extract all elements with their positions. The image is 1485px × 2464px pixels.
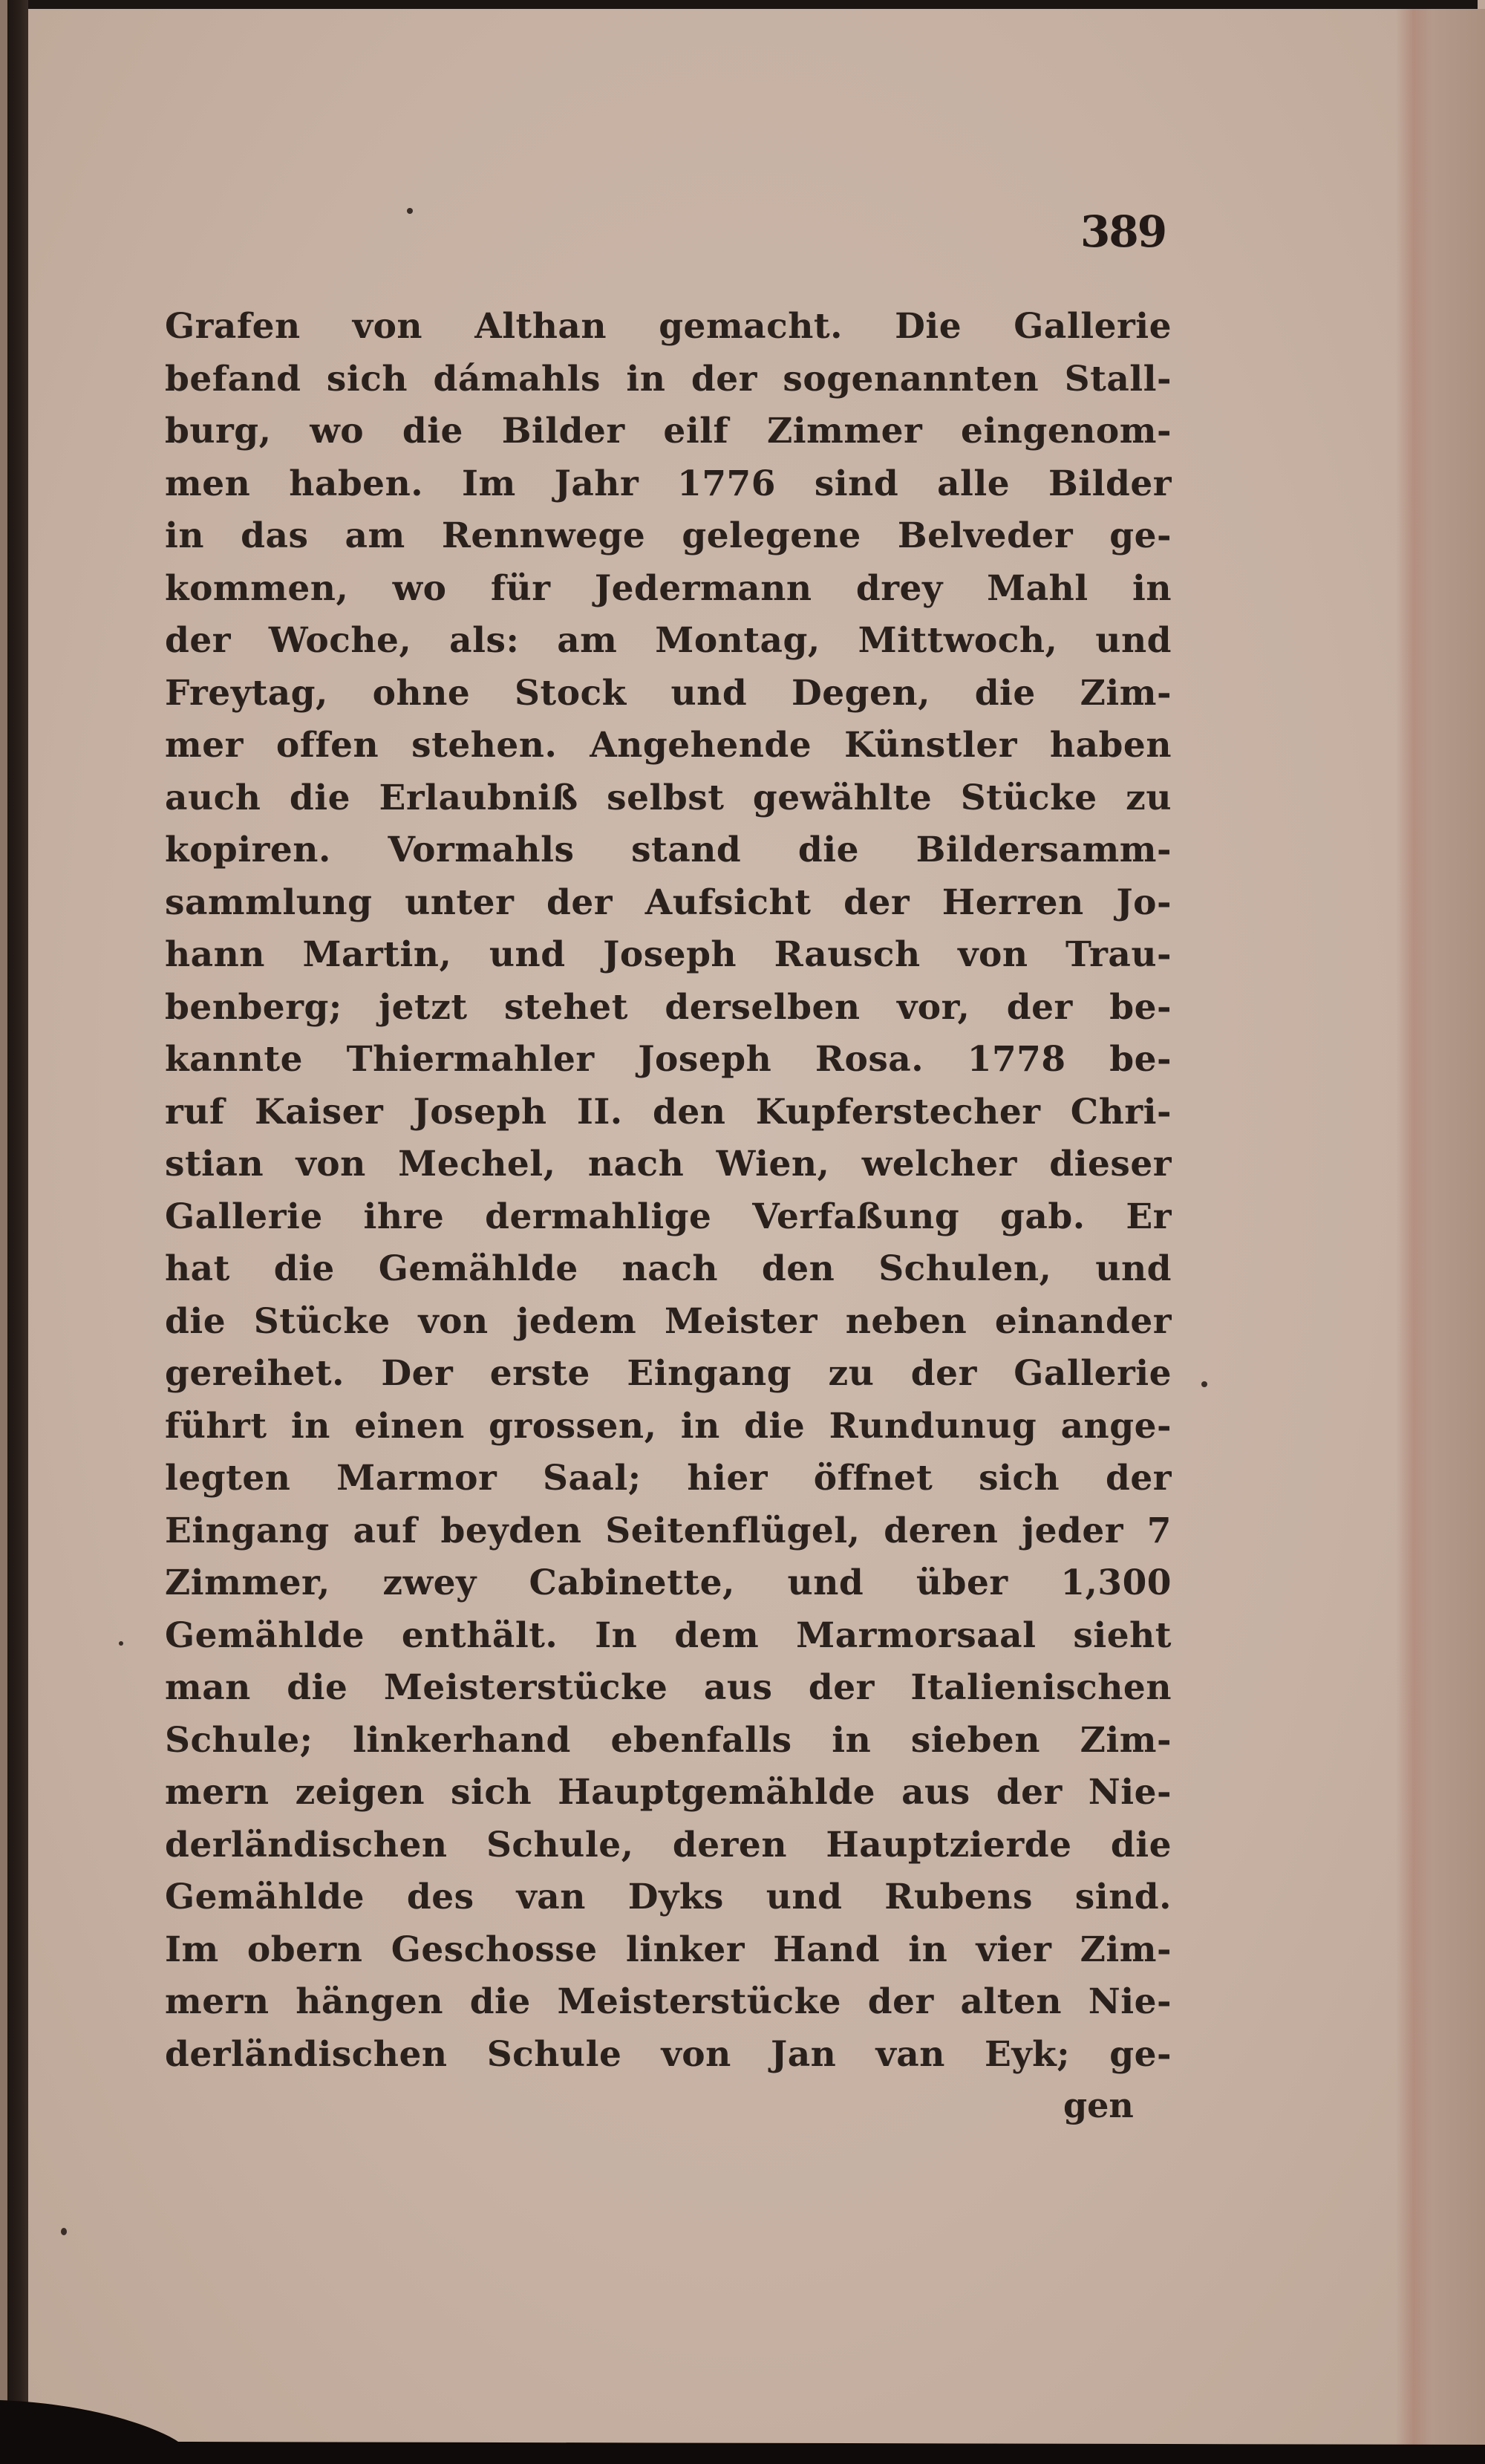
- body-text: [165, 301, 1172, 2081]
- page-number: 389: [1080, 206, 1166, 257]
- text-line: der Woche, als: am Montag, Mittwoch, und: [165, 620, 1172, 661]
- text-line: burg, wo die Bilder eilf Zimmer eingenom-: [165, 411, 1172, 452]
- text-line: stian von Mechel, nach Wien, welcher dieser: [165, 1144, 1172, 1184]
- left-page-edge: [0, 0, 7, 2464]
- text-line: kannte Thiermahler Joseph Rosa. 1778 be-: [165, 1039, 1172, 1080]
- ink-speck: [1201, 1381, 1207, 1387]
- text-line: hat die Gemählde nach den Schulen, und: [165, 1248, 1172, 1289]
- text-line: die Stücke von jedem Meister neben einander: [165, 1300, 1172, 1342]
- text-line: benberg; jetzt stehet derselben vor, der be-: [165, 986, 1172, 1028]
- text-line: Gemählde enthält. In dem Marmorsaal sieht: [165, 1614, 1172, 1656]
- text-line: derländischen Schule von Jan van Eyk; ge-: [165, 2033, 1172, 2075]
- text-line: gereihet. Der erste Eingang zu der Gallerie: [165, 1353, 1172, 1394]
- ink-speck: [61, 2228, 67, 2235]
- book-spine-shadow: [7, 0, 28, 2421]
- text-line: Im obern Geschosse linker Hand in vier Zim-: [165, 1929, 1172, 1970]
- text-line: derländischen Schule, deren Hauptzierde die: [165, 1824, 1172, 1865]
- ink-speck: [119, 1641, 123, 1646]
- text-line: Freytag, ohne Stock und Degen, die Zim-: [165, 672, 1172, 714]
- text-line: hann Martin, und Joseph Rausch von Trau-: [165, 934, 1172, 975]
- text-line: kommen, wo für Jedermann drey Mahl in: [165, 567, 1172, 609]
- right-page-edge: [1396, 9, 1485, 2445]
- ink-speck: [407, 208, 413, 214]
- text-line: auch die Erlaubniß selbst gewählte Stücke zu: [165, 777, 1172, 818]
- text-line: mern hängen die Meisterstücke der alten Nie-: [165, 1981, 1172, 2022]
- text-line: mer offen stehen. Angehende Künstler haben: [165, 725, 1172, 766]
- catchword: gen: [1063, 2085, 1134, 2125]
- text-line: Eingang auf beyden Seitenflügel, deren jeder 7: [165, 1510, 1172, 1551]
- text-line: mern zeigen sich Hauptgemählde aus der Nie-: [165, 1772, 1172, 1813]
- text-line: sammlung unter der Aufsicht der Herren Jo-: [165, 881, 1172, 923]
- text-line: in das am Rennwege gelegene Belveder ge-: [165, 515, 1172, 556]
- text-line: Gallerie ihre dermahlige Verfaßung gab. Er: [165, 1196, 1172, 1237]
- bottom-page-edge: [0, 2391, 1485, 2464]
- text-line: man die Meisterstücke aus der Italienischen: [165, 1667, 1172, 1708]
- text-line: men haben. Im Jahr 1776 sind alle Bilder: [165, 463, 1172, 504]
- text-line: Zimmer, zwey Cabinette, und über 1,300: [165, 1562, 1172, 1603]
- text-line: legten Marmor Saal; hier öffnet sich der: [165, 1458, 1172, 1499]
- text-line: führt in einen grossen, in die Rundunug ange-: [165, 1405, 1172, 1447]
- top-page-edge: [0, 0, 1478, 9]
- text-line: befand sich dámahls in der sogenannten Stall-: [165, 358, 1172, 400]
- text-line: kopiren. Vormahls stand die Bildersamm-: [165, 830, 1172, 870]
- text-line: Gemählde des van Dyks und Rubens sind.: [165, 1877, 1172, 1917]
- text-line: Grafen von Althan gemacht. Die Gallerie: [165, 306, 1172, 347]
- text-line: ruf Kaiser Joseph II. den Kupferstecher Chri-: [165, 1091, 1172, 1132]
- text-line: Schule; linkerhand ebenfalls in sieben Zim-: [165, 1719, 1172, 1761]
